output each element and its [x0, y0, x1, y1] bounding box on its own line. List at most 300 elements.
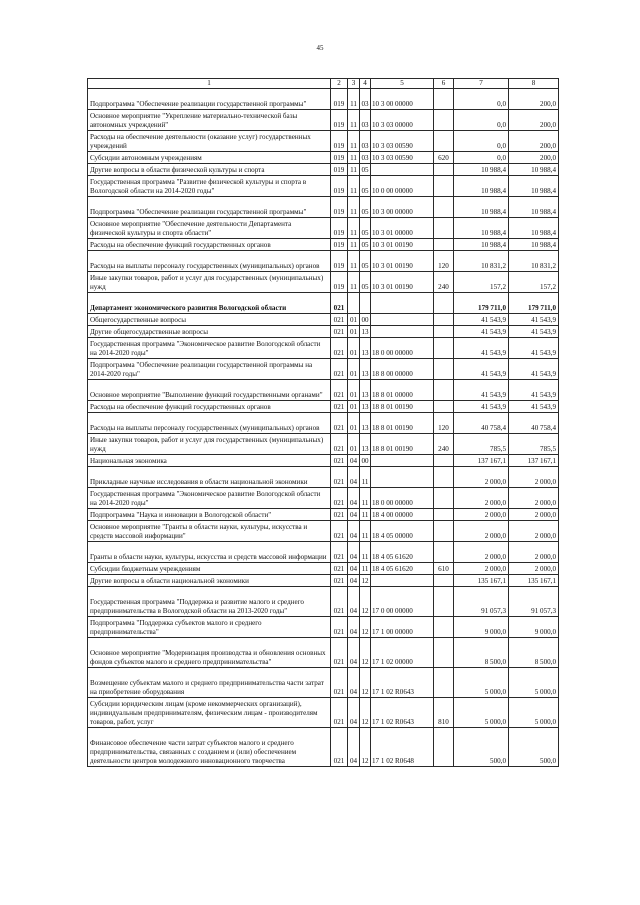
expense-type-code — [434, 110, 454, 131]
row-name: Основное мероприятие "Выполнение функций государственными органами" — [88, 380, 331, 401]
target-article-code: 17 1 02 00000 — [371, 638, 434, 668]
subsection-code: 13 — [360, 338, 371, 359]
subsection-code: 11 — [360, 467, 371, 488]
amount-year-1: 5 000,0 — [454, 698, 509, 728]
row-name: Расходы на обеспечение деятельности (оказание услуг) государственных учреждений — [88, 131, 331, 152]
expense-type-code — [434, 326, 454, 338]
subsection-code: 13 — [360, 413, 371, 434]
expense-type-code — [434, 509, 454, 521]
target-article-code — [371, 314, 434, 326]
amount-year-1: 785,5 — [454, 434, 509, 455]
table-row — [88, 338, 559, 359]
column-header: 5 — [371, 79, 434, 89]
amount-year-1: 0,0 — [454, 131, 509, 152]
expense-type-code — [434, 380, 454, 401]
amount-year-1: 2 000,0 — [454, 467, 509, 488]
target-article-code: 17 1 02 R0648 — [371, 728, 434, 767]
amount-year-1: 41 543,9 — [454, 326, 509, 338]
section-code: 11 — [348, 176, 360, 197]
subsection-code: 03 — [360, 152, 371, 164]
amount-year-1: 10 988,4 — [454, 197, 509, 218]
ministry-code: 021 — [331, 575, 348, 587]
target-article-code: 10 3 01 00190 — [371, 251, 434, 272]
expense-type-code: 120 — [434, 413, 454, 434]
amount-year-2: 91 057,3 — [509, 587, 559, 617]
table-row — [88, 401, 559, 413]
ministry-code: 021 — [331, 413, 348, 434]
amount-year-2: 10 988,4 — [509, 218, 559, 239]
amount-year-2: 2 000,0 — [509, 467, 559, 488]
row-name: Государственная программа "Экономическое развитие Вологодской области на 2014-2020 годы" — [88, 488, 331, 509]
target-article-code: 10 3 03 00000 — [371, 110, 434, 131]
ministry-code: 019 — [331, 176, 348, 197]
table-header-row — [88, 79, 559, 89]
expense-type-code — [434, 218, 454, 239]
amount-year-1: 2 000,0 — [454, 563, 509, 575]
ministry-code: 021 — [331, 617, 348, 638]
amount-year-1: 9 000,0 — [454, 617, 509, 638]
subsection-code: 05 — [360, 239, 371, 251]
amount-year-1: 10 831,2 — [454, 251, 509, 272]
subsection-code: 05 — [360, 164, 371, 176]
target-article-code: 18 8 01 00190 — [371, 413, 434, 434]
table-row — [88, 293, 559, 314]
subsection-code: 12 — [360, 617, 371, 638]
section-code: 04 — [348, 638, 360, 668]
amount-year-2: 157,2 — [509, 272, 559, 293]
target-article-code: 18 8 01 00000 — [371, 380, 434, 401]
row-name: Финансовое обеспечение части затрат субъектов малого и среднего предпринимательства, связанных с созданием и (или) обеспечением деятельности центров молодежного инновационного творчества — [88, 728, 331, 767]
amount-year-2: 500,0 — [509, 728, 559, 767]
ministry-code: 021 — [331, 467, 348, 488]
ministry-code: 019 — [331, 251, 348, 272]
target-article-code — [371, 575, 434, 587]
row-name: Расходы на обеспечение функций государственных органов — [88, 401, 331, 413]
target-article-code: 18 8 00 00000 — [371, 359, 434, 380]
target-article-code: 18 4 05 61620 — [371, 542, 434, 563]
subsection-code: 03 — [360, 131, 371, 152]
target-article-code: 10 3 00 00000 — [371, 197, 434, 218]
expense-type-code — [434, 89, 454, 110]
section-code: 11 — [348, 239, 360, 251]
expense-type-code — [434, 197, 454, 218]
table-row — [88, 164, 559, 176]
table-row — [88, 575, 559, 587]
subsection-code — [360, 293, 371, 314]
expense-type-code — [434, 131, 454, 152]
section-code: 11 — [348, 152, 360, 164]
ministry-code: 021 — [331, 434, 348, 455]
expense-type-code — [434, 455, 454, 467]
ministry-code: 021 — [331, 326, 348, 338]
expense-type-code: 120 — [434, 251, 454, 272]
ministry-code: 019 — [331, 272, 348, 293]
row-name: Государственная программа "Экономическое развитие Вологодской области на 2014-2020 годы" — [88, 338, 331, 359]
section-code: 11 — [348, 197, 360, 218]
table-row — [88, 509, 559, 521]
target-article-code: 17 1 02 R0643 — [371, 668, 434, 698]
column-header: 3 — [348, 79, 360, 89]
section-code: 04 — [348, 509, 360, 521]
subsection-code: 05 — [360, 272, 371, 293]
section-code: 11 — [348, 218, 360, 239]
amount-year-2: 179 711,0 — [509, 293, 559, 314]
subsection-code: 13 — [360, 434, 371, 455]
target-article-code: 18 4 00 00000 — [371, 509, 434, 521]
section-code: 11 — [348, 272, 360, 293]
row-name: Субсидии автономным учреждениям — [88, 152, 331, 164]
amount-year-2: 2 000,0 — [509, 563, 559, 575]
table-row — [88, 638, 559, 668]
row-name: Другие вопросы в области национальной экономики — [88, 575, 331, 587]
expense-type-code — [434, 293, 454, 314]
expense-type-code — [434, 401, 454, 413]
subsection-code: 00 — [360, 314, 371, 326]
amount-year-2: 9 000,0 — [509, 617, 559, 638]
expense-type-code — [434, 638, 454, 668]
subsection-code: 11 — [360, 563, 371, 575]
target-article-code: 18 8 01 00190 — [371, 401, 434, 413]
expense-type-code — [434, 587, 454, 617]
table-row — [88, 272, 559, 293]
target-article-code: 18 0 00 00000 — [371, 488, 434, 509]
ministry-code: 021 — [331, 338, 348, 359]
expense-type-code: 240 — [434, 434, 454, 455]
table-row — [88, 251, 559, 272]
amount-year-1: 41 543,9 — [454, 401, 509, 413]
subsection-code: 00 — [360, 455, 371, 467]
row-name: Подпрограмма "Поддержка субъектов малого и среднего предпринимательства" — [88, 617, 331, 638]
row-name: Национальная экономика — [88, 455, 331, 467]
expense-type-code — [434, 575, 454, 587]
subsection-code: 05 — [360, 176, 371, 197]
table-row — [88, 521, 559, 542]
section-code: 01 — [348, 401, 360, 413]
section-code: 01 — [348, 338, 360, 359]
expense-type-code: 810 — [434, 698, 454, 728]
table-row — [88, 434, 559, 455]
target-article-code — [371, 326, 434, 338]
row-name: Государственная программа "Поддержка и развитие малого и среднего предпринимательства в Вологодской области на 2013-2020 годы" — [88, 587, 331, 617]
target-article-code: 10 3 01 00190 — [371, 239, 434, 251]
table-row — [88, 239, 559, 251]
column-header: 2 — [331, 79, 348, 89]
amount-year-1: 10 988,4 — [454, 218, 509, 239]
table-row — [88, 380, 559, 401]
amount-year-1: 0,0 — [454, 89, 509, 110]
subsection-code: 12 — [360, 575, 371, 587]
expense-type-code: 620 — [434, 152, 454, 164]
expense-type-code — [434, 314, 454, 326]
subsection-code: 11 — [360, 521, 371, 542]
ministry-code: 021 — [331, 401, 348, 413]
amount-year-2: 2 000,0 — [509, 542, 559, 563]
amount-year-1: 500,0 — [454, 728, 509, 767]
row-name: Гранты в области науки, культуры, искусства и средств массовой информации — [88, 542, 331, 563]
amount-year-1: 8 500,0 — [454, 638, 509, 668]
ministry-code: 019 — [331, 131, 348, 152]
amount-year-1: 179 711,0 — [454, 293, 509, 314]
table-row — [88, 218, 559, 239]
target-article-code — [371, 455, 434, 467]
section-code: 11 — [348, 110, 360, 131]
row-name: Департамент экономического развития Вологодской области — [88, 293, 331, 314]
amount-year-1: 10 988,4 — [454, 164, 509, 176]
section-code: 04 — [348, 467, 360, 488]
column-header: 1 — [88, 79, 331, 89]
row-name: Подпрограмма "Наука и инновации в Вологодской области" — [88, 509, 331, 521]
amount-year-2: 40 758,4 — [509, 413, 559, 434]
ministry-code: 021 — [331, 542, 348, 563]
amount-year-2: 8 500,0 — [509, 638, 559, 668]
row-name: Подпрограмма "Обеспечение реализации государственной программы" — [88, 197, 331, 218]
ministry-code: 019 — [331, 89, 348, 110]
section-code: 11 — [348, 164, 360, 176]
amount-year-2: 200,0 — [509, 152, 559, 164]
table-row — [88, 698, 559, 728]
amount-year-2: 41 543,9 — [509, 314, 559, 326]
row-name: Основное мероприятие "Обеспечение деятельности Департамента физической культуры и спорта области" — [88, 218, 331, 239]
section-code: 04 — [348, 728, 360, 767]
amount-year-1: 5 000,0 — [454, 668, 509, 698]
table-row — [88, 563, 559, 575]
amount-year-2: 5 000,0 — [509, 698, 559, 728]
row-name: Возмещение субъектам малого и среднего предпринимательства части затрат на приобретение оборудования — [88, 668, 331, 698]
amount-year-2: 200,0 — [509, 110, 559, 131]
section-code: 04 — [348, 521, 360, 542]
expense-type-code — [434, 728, 454, 767]
subsection-code: 11 — [360, 488, 371, 509]
target-article-code: 18 0 00 00000 — [371, 338, 434, 359]
table-body — [88, 89, 559, 767]
expense-type-code — [434, 176, 454, 197]
page-number: 45 — [316, 44, 324, 52]
ministry-code: 021 — [331, 521, 348, 542]
amount-year-2: 41 543,9 — [509, 380, 559, 401]
expense-type-code — [434, 239, 454, 251]
expense-type-code — [434, 359, 454, 380]
row-name: Другие общегосударственные вопросы — [88, 326, 331, 338]
section-code: 01 — [348, 314, 360, 326]
row-name: Основное мероприятие "Укрепление материально-технической базы автономных учреждений" — [88, 110, 331, 131]
expense-type-code — [434, 617, 454, 638]
ministry-code: 019 — [331, 218, 348, 239]
subsection-code: 03 — [360, 110, 371, 131]
amount-year-2: 41 543,9 — [509, 338, 559, 359]
section-code: 11 — [348, 251, 360, 272]
target-article-code: 10 3 03 00590 — [371, 152, 434, 164]
table-row — [88, 314, 559, 326]
expense-type-code — [434, 164, 454, 176]
amount-year-1: 157,2 — [454, 272, 509, 293]
table-row — [88, 488, 559, 509]
section-code: 04 — [348, 587, 360, 617]
section-code: 04 — [348, 542, 360, 563]
section-code: 04 — [348, 575, 360, 587]
section-code — [348, 293, 360, 314]
ministry-code: 019 — [331, 152, 348, 164]
amount-year-1: 2 000,0 — [454, 521, 509, 542]
column-header: 6 — [434, 79, 454, 89]
subsection-code: 05 — [360, 197, 371, 218]
table-row — [88, 326, 559, 338]
row-name: Общегосударственные вопросы — [88, 314, 331, 326]
row-name: Основное мероприятие "Гранты в области науки, культуры, искусства и средств массовой информации" — [88, 521, 331, 542]
column-header: 4 — [360, 79, 371, 89]
amount-year-2: 2 000,0 — [509, 521, 559, 542]
target-article-code — [371, 467, 434, 488]
target-article-code: 18 8 01 00190 — [371, 434, 434, 455]
target-article-code: 10 3 03 00590 — [371, 131, 434, 152]
row-name: Государственная программа "Развитие физической культуры и спорта в Вологодской области на 2014-2020 годы" — [88, 176, 331, 197]
target-article-code: 17 1 00 00000 — [371, 617, 434, 638]
ministry-code: 021 — [331, 638, 348, 668]
amount-year-2: 200,0 — [509, 131, 559, 152]
table-row — [88, 89, 559, 110]
budget-table — [87, 78, 559, 767]
ministry-code: 019 — [331, 239, 348, 251]
row-name: Иные закупки товаров, работ и услуг для государственных (муниципальных) нужд — [88, 434, 331, 455]
target-article-code — [371, 164, 434, 176]
row-name: Подпрограмма "Обеспечение реализации государственной программы" — [88, 89, 331, 110]
target-article-code: 10 3 01 00190 — [371, 272, 434, 293]
section-code: 04 — [348, 488, 360, 509]
section-code: 11 — [348, 131, 360, 152]
amount-year-2: 200,0 — [509, 89, 559, 110]
amount-year-2: 41 543,9 — [509, 401, 559, 413]
amount-year-1: 10 988,4 — [454, 176, 509, 197]
expense-type-code — [434, 338, 454, 359]
amount-year-2: 2 000,0 — [509, 488, 559, 509]
amount-year-1: 2 000,0 — [454, 488, 509, 509]
amount-year-1: 0,0 — [454, 152, 509, 164]
amount-year-2: 41 543,9 — [509, 326, 559, 338]
ministry-code: 021 — [331, 509, 348, 521]
amount-year-2: 135 167,1 — [509, 575, 559, 587]
section-code: 01 — [348, 380, 360, 401]
subsection-code: 13 — [360, 359, 371, 380]
section-code: 04 — [348, 617, 360, 638]
subsection-code: 11 — [360, 509, 371, 521]
target-article-code — [371, 293, 434, 314]
column-header: 7 — [454, 79, 509, 89]
table-row — [88, 617, 559, 638]
expense-type-code: 610 — [434, 563, 454, 575]
row-name: Субсидии бюджетным учреждениям — [88, 563, 331, 575]
table-row — [88, 152, 559, 164]
amount-year-2: 785,5 — [509, 434, 559, 455]
ministry-code: 021 — [331, 728, 348, 767]
amount-year-2: 41 543,9 — [509, 359, 559, 380]
subsection-code: 12 — [360, 668, 371, 698]
table-row — [88, 455, 559, 467]
amount-year-1: 10 988,4 — [454, 239, 509, 251]
ministry-code: 021 — [331, 314, 348, 326]
section-code: 01 — [348, 326, 360, 338]
table-row — [88, 587, 559, 617]
target-article-code: 17 1 02 R0643 — [371, 698, 434, 728]
row-name: Подпрограмма "Обеспечение реализации государственной программы на 2014-2020 годы" — [88, 359, 331, 380]
subsection-code: 05 — [360, 251, 371, 272]
section-code: 04 — [348, 698, 360, 728]
table-row — [88, 176, 559, 197]
amount-year-2: 10 988,4 — [509, 164, 559, 176]
subsection-code: 12 — [360, 698, 371, 728]
table-row — [88, 467, 559, 488]
row-name: Расходы на обеспечение функций государственных органов — [88, 239, 331, 251]
ministry-code: 021 — [331, 455, 348, 467]
table-row — [88, 110, 559, 131]
subsection-code: 13 — [360, 326, 371, 338]
table-row — [88, 413, 559, 434]
amount-year-2: 10 988,4 — [509, 197, 559, 218]
amount-year-1: 137 167,1 — [454, 455, 509, 467]
subsection-code: 13 — [360, 401, 371, 413]
amount-year-2: 10 988,4 — [509, 239, 559, 251]
ministry-code: 021 — [331, 587, 348, 617]
row-name: Другие вопросы в области физической культуры и спорта — [88, 164, 331, 176]
amount-year-1: 135 167,1 — [454, 575, 509, 587]
ministry-code: 019 — [331, 164, 348, 176]
expense-type-code — [434, 542, 454, 563]
table-row — [88, 131, 559, 152]
ministry-code: 019 — [331, 110, 348, 131]
amount-year-2: 137 167,1 — [509, 455, 559, 467]
expense-type-code — [434, 668, 454, 698]
column-header: 8 — [509, 79, 559, 89]
ministry-code: 021 — [331, 563, 348, 575]
amount-year-1: 41 543,9 — [454, 314, 509, 326]
ministry-code: 021 — [331, 380, 348, 401]
ministry-code: 021 — [331, 698, 348, 728]
ministry-code: 021 — [331, 359, 348, 380]
table-row — [88, 197, 559, 218]
row-name: Расходы на выплаты персоналу государственных (муниципальных) органов — [88, 251, 331, 272]
ministry-code: 021 — [331, 488, 348, 509]
row-name: Прикладные научные исследования в области национальной экономики — [88, 467, 331, 488]
target-article-code: 17 0 00 00000 — [371, 587, 434, 617]
section-code: 04 — [348, 455, 360, 467]
section-code: 04 — [348, 563, 360, 575]
row-name: Расходы на выплаты персоналу государственных (муниципальных) органов — [88, 413, 331, 434]
expense-type-code — [434, 488, 454, 509]
table-row — [88, 668, 559, 698]
expense-type-code: 240 — [434, 272, 454, 293]
amount-year-1: 2 000,0 — [454, 542, 509, 563]
table-row — [88, 359, 559, 380]
row-name: Субсидии юридическим лицам (кроме некоммерческих организаций), индивидуальным предпринимателям, физическим лицам - производителям товаров, работ, услуг — [88, 698, 331, 728]
amount-year-2: 2 000,0 — [509, 509, 559, 521]
ministry-code: 021 — [331, 293, 348, 314]
amount-year-1: 41 543,9 — [454, 359, 509, 380]
amount-year-2: 5 000,0 — [509, 668, 559, 698]
subsection-code: 11 — [360, 542, 371, 563]
expense-type-code — [434, 467, 454, 488]
amount-year-1: 2 000,0 — [454, 509, 509, 521]
subsection-code: 12 — [360, 728, 371, 767]
subsection-code: 05 — [360, 218, 371, 239]
section-code: 04 — [348, 668, 360, 698]
amount-year-1: 40 758,4 — [454, 413, 509, 434]
ministry-code: 019 — [331, 197, 348, 218]
amount-year-1: 0,0 — [454, 110, 509, 131]
target-article-code: 18 4 05 00000 — [371, 521, 434, 542]
section-code: 01 — [348, 413, 360, 434]
subsection-code: 12 — [360, 638, 371, 668]
row-name: Иные закупки товаров, работ и услуг для государственных (муниципальных) нужд — [88, 272, 331, 293]
table-row — [88, 542, 559, 563]
amount-year-2: 10 988,4 — [509, 176, 559, 197]
